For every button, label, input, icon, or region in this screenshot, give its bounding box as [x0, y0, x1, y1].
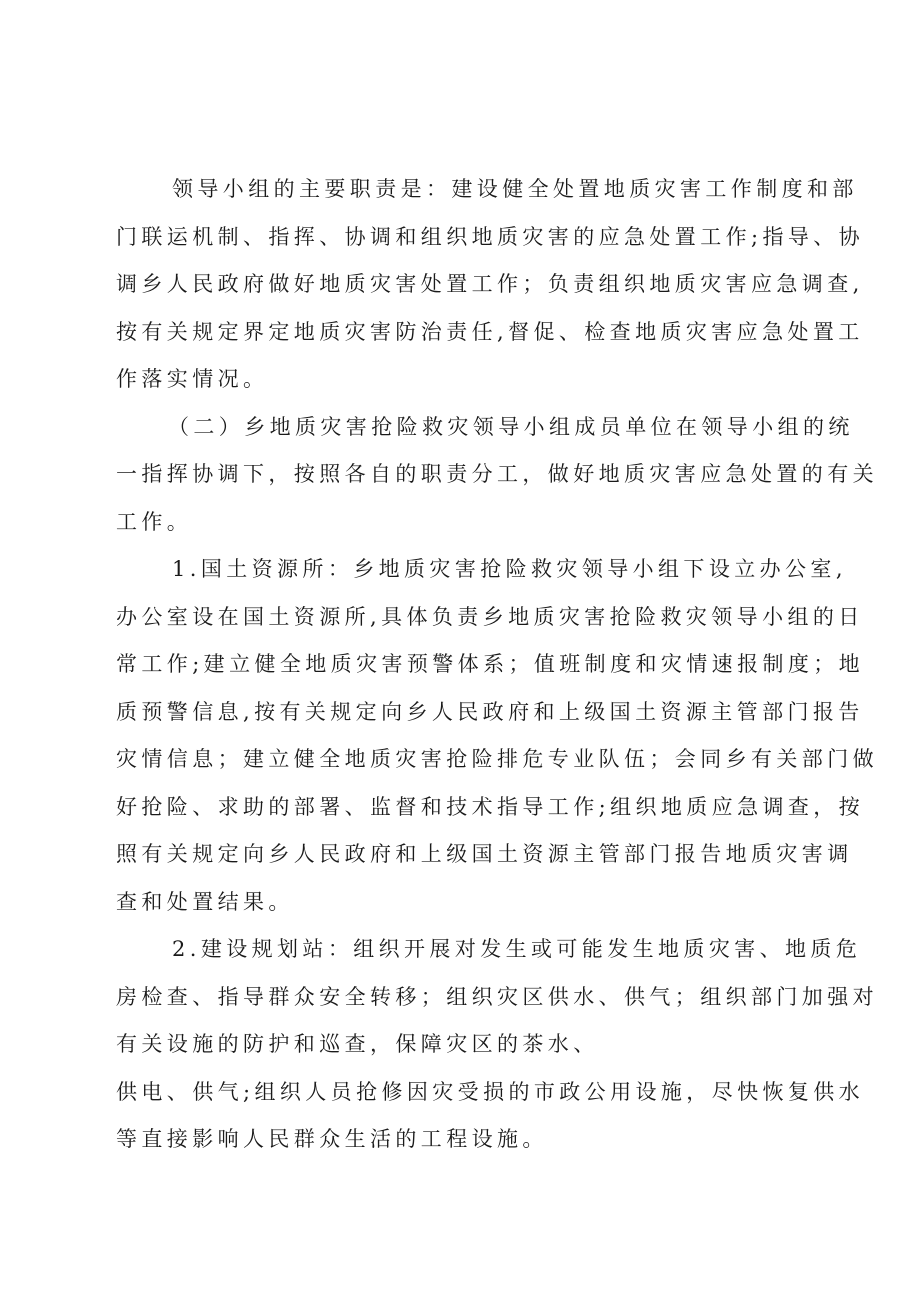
paragraph-line: 好抢险、求助的部署、监督和技术指导工作;组织地质应急调查，按 [116, 795, 865, 819]
paragraph-line: 常工作;建立健全地质灾害预警体系；值班制度和灾情速报制度；地 [116, 652, 865, 676]
paragraph-line: 1.国土资源所：乡地质灾害抢险救灾领导小组下设立办公室, [172, 557, 847, 581]
paragraph-line: 办公室设在国土资源所,具体负责乡地质灾害抢险救灾领导小组的日 [116, 605, 864, 629]
paragraph-line: 2.建设规划站：组织开展对发生或可能发生地质灾害、地质危 [172, 937, 862, 961]
paragraph-line: 一指挥协调下，按照各自的职责分工，做好地质灾害应急处置的有关 [116, 462, 878, 486]
paragraph-line: 调乡人民政府做好地质灾害处置工作；负责组织地质灾害应急调查, [116, 272, 864, 296]
paragraph-line: 供电、供气;组织人员抢修因灾受损的市政公用设施，尽快恢复供水 [116, 1080, 865, 1104]
paragraph-line: 领导小组的主要职责是：建设健全处置地质灾害工作制度和部 [172, 177, 858, 201]
paragraph-line: （二）乡地质灾害抢险救灾领导小组成员单位在领导小组的统 [168, 415, 854, 439]
paragraph-line: 门联运机制、指挥、协调和组织地质灾害的应急处置工作;指导、协 [116, 225, 865, 249]
paragraph-line: 按有关规定界定地质灾害防治责任,督促、检查地质灾害应急处置工 [116, 320, 864, 344]
paragraph-line: 灾情信息；建立健全地质灾害抢险排危专业队伍；会同乡有关部门做 [116, 747, 878, 771]
paragraph-line: 工作。 [116, 510, 193, 534]
paragraph-line: 作落实情况。 [116, 367, 269, 391]
paragraph-line: 质预警信息,按有关规定向乡人民政府和上级国土资源主管部门报告 [116, 700, 864, 724]
paragraph-line: 房检查、指导群众安全转移；组织灾区供水、供气；组织部门加强对 [116, 985, 878, 1009]
paragraph-line: 照有关规定向乡人民政府和上级国土资源主管部门报告地质灾害调 [116, 842, 853, 866]
paragraph-line: 查和处置结果。 [116, 890, 294, 914]
paragraph-line: 有关设施的防护和巡查，保障灾区的茶水、 [116, 1032, 599, 1056]
paragraph-line: 等直接影响人民群众生活的工程设施。 [116, 1127, 548, 1151]
